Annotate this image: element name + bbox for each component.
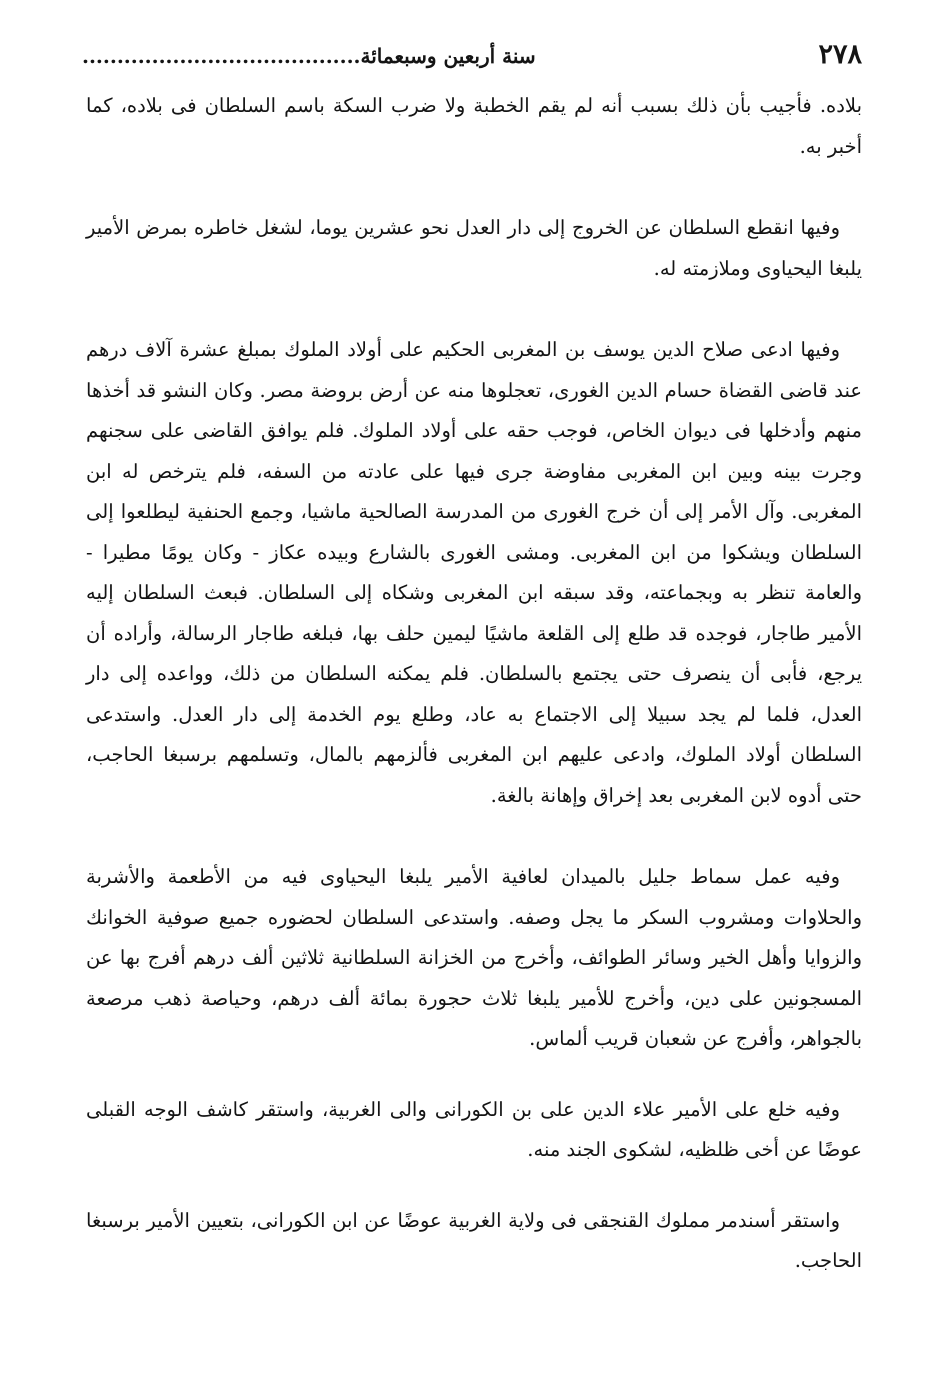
page-number: ٢٧٨ — [818, 39, 862, 70]
paragraph-governorship: واستقر أسندمر مملوك القنجقى فى ولاية الغربية عوضًا عن ابن الكورانى، بتعيين الأمير برسبغا الحاجب. — [86, 1208, 862, 1272]
paragraph-robe-of-honor: وفيه خلع على الأمير علاء الدين على بن الكورانى والى الغربية، واستقر كاشف الوجه القبلى عوضًا عن أخى ظلظيه، لشكوى الجند منه. — [86, 1097, 862, 1161]
paragraph-feast: وفيه عمل سماط جليل بالميدان لعافية الأمير يلبغا اليحياوى فيه من الأطعمة والأشربة والحلاوات ومشروب السكر ما يجل وصفه. واستدعى السلطان لحضوره جميع صوفية الخوانك والزوايا وأهل الخير وسائر الطوائف، وأخرج من الخزانة السلطانية ثلاثين ألف درهم أفرج بها عن المسجونين على دين، وأخرج للأمير يلبغا ثلاث حجورة بمائة ألف درهم، وحياصة ذهب مرصعة بالجواهر، وأفرج عن شعبان قريب ألماس. — [86, 865, 862, 1050]
running-title: سنة أربعين وسبعمائة........................................ — [82, 44, 536, 68]
paragraph-continuation: بلاده. فأجيب بأن ذلك بسبب أنه لم يقم الخطبة ولا ضرب السكة باسم السلطان فى بلاده، كما أخبر به. — [86, 94, 862, 158]
paragraph-sultan-absence: وفيها انقطع السلطان عن الخروج إلى دار العدل نحو عشرين يوما، لشغل خاطره بمرض الأمير يلبغا اليحياوى وملازمته له. — [86, 216, 862, 280]
paragraph-ibn-al-maghribi-claim: وفيها ادعى صلاح الدين يوسف بن المغربى الحكيم على أولاد الملوك بمبلغ عشرة آلاف درهم عند قاضى القضاة حسام الدين الغورى، تعجلوها منه عن أرض بروضة مصر. وكان النشو قد أخذها منهم وأدخلها فى ديوان الخاص، فوجب حقه على أولاد الملوك. فلم يوافق القاضى على سجنهم وجرت بينه وبين ابن المغربى مفاوضة جرى فيها على عادته من السفه، فلم يترخص له ابن المغربى. وآل الأمر إلى أن خرج الغورى من المدرسة الصالحية ماشيا، وجمع الحنفية ليطلعوا إلى السلطان ويشكوا من ابن المغربى. ومشى الغورى بالشارع وبيده عكاز - وكان يومًا مطيرا - والعامة تنظر به وبجماعته، وقد سبقه ابن المغربى وشكاه إلى السلطان. فبعث السلطان إليه الأمير طاجار، فوجده قد طلع إلى القلعة ماشيًا ليمين حلف بها، فبلغه طاجار الرسالة، وأراده أن يرجع، فأبى أن ينصرف حتى يجتمع بالسلطان. فلم يمكنه السلطان من ذلك، وواعده إلى دار العدل، فلما لم يجد سبيلا إلى الاجتماع به عاد، وطلع يوم الخدمة إلى دار العدل. واستدعى السلطان أولاد الملوك، وادعى عليهم ابن المغربى فألزمهم بالمال، وتسلمهم برسبغا الحاجب، حتى أدوه لابن المغربى بعد إخراق وإهانة بالغة. — [86, 338, 862, 807]
page-body — [86, 86, 862, 1282]
page-header — [82, 34, 862, 70]
